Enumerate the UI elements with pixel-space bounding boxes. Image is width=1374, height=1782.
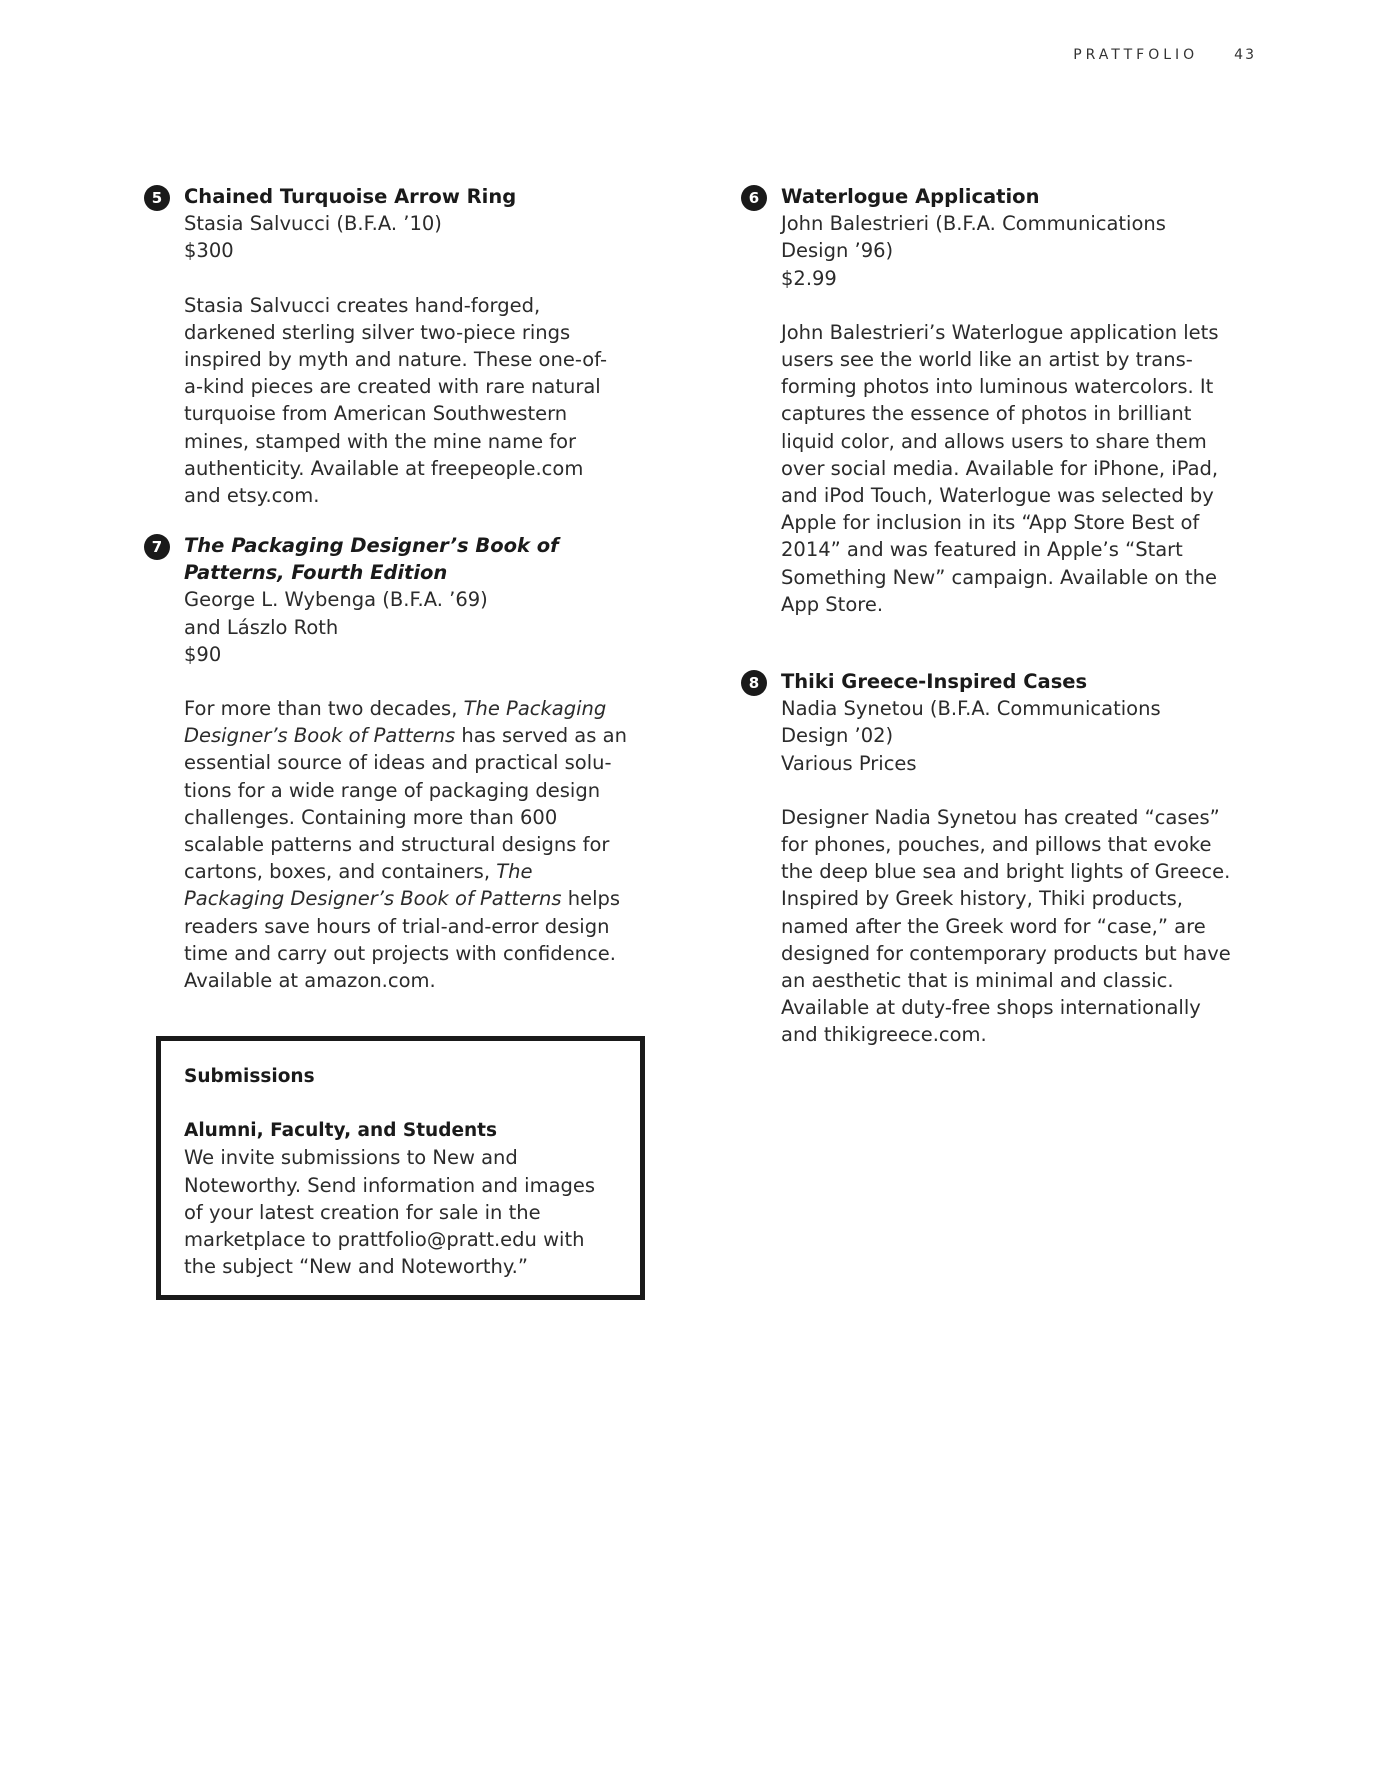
item-title: The Packaging Designer’s Book of Patterns, Fourth Edition [184, 534, 559, 585]
item-description: John Balestrieri’s Waterlogue application lets users see the world like an artist by trans-forming photos into luminous watercolors. It captures the essence of photos in brilliant liquid color, and allows users to share them over social media. Available for iPhone, iPad, and iPod Touch, Waterlogue was selected by Apple for inclusion in its “App Store Best of 2014” and was featured in Apple’s “Start Something New” campaign. Available on the App Store. [781, 320, 1219, 616]
submissions-box [156, 1036, 645, 1300]
item-thiki-cases [748, 668, 1231, 1049]
book-title-italic: The Packaging Designer’s Book of Patterns [184, 860, 562, 911]
item-waterlogue-app [748, 183, 1221, 618]
item-description: Stasia Salvucci creates hand-forged, darkened sterling silver two-piece rings inspired by myth and nature. These one-of-a-kind pieces are created with rare natural turquoise from American Southwestern mines, stamped with the mine name for authenticity. Available at freepeople.com and etsy.com. [184, 293, 608, 508]
item-credit-continued: and Lászlo Roth [184, 615, 339, 639]
item-price: $2.99 [781, 266, 837, 290]
submissions-heading: Submissions [184, 1066, 315, 1087]
item-title: Chained Turquoise Arrow Ring [184, 185, 517, 208]
publication-name: PRATTFOLIO [1073, 47, 1199, 63]
item-description: For more than two decades, The Packaging Designer’s Book of Patterns has served as an essential source of ideas and practical solu-tions for a wide range of packaging design challenges. Containing more than 600 scalable patterns and structural designs for cartons, boxes, and containers, The Packaging Designer’s Book of Patterns helps readers save hours of trial-and-error design time and carry out projects with confidence. Available at amazon.com. [184, 697, 627, 993]
running-header [1073, 47, 1256, 63]
item-credit: John Balestrieri (B.F.A. Communications Design ’96) [781, 212, 1166, 263]
item-number-badge: 8 [741, 670, 767, 696]
item-number-badge: 5 [144, 185, 170, 211]
item-price: Various Prices [781, 751, 917, 775]
item-price: $90 [184, 642, 222, 666]
submissions-body: We invite submissions to New and Noteworthy. Send information and images of your latest creation for sale in the marketplace to prattfolio@pratt.edu with the subject “New and Noteworthy.” [184, 1146, 596, 1279]
book-title-italic: The Packaging Designer’s Book of Patterns [184, 697, 607, 748]
item-credit: Nadia Synetou (B.F.A. Communications Design ’02) [781, 697, 1161, 748]
item-price: $300 [184, 239, 234, 263]
item-title: Thiki Greece-Inspired Cases [781, 670, 1088, 693]
item-credit: Stasia Salvucci (B.F.A. ’10) [184, 212, 442, 236]
item-packaging-book [151, 532, 634, 994]
item-chained-turquoise-ring [151, 183, 654, 509]
item-title: Waterlogue Application [781, 185, 1040, 208]
item-number-badge: 6 [741, 185, 767, 211]
item-description: Designer Nadia Synetou has created “cases” for phones, pouches, and pillows that evoke the deep blue sea and bright lights of Greece. Inspired by Greek history, Thiki products, named after the Greek word for “case,” are designed for contemporary products but have an aesthetic that is minimal and classic. Available at duty-free shops internationally and thikigreece.com. [781, 805, 1231, 1047]
item-number-badge: 7 [144, 534, 170, 560]
page-number: 43 [1234, 47, 1256, 63]
item-credit: George L. Wybenga (B.F.A. ’69) [184, 588, 488, 612]
submissions-subheading: Alumni, Faculty, and Students [184, 1120, 498, 1142]
